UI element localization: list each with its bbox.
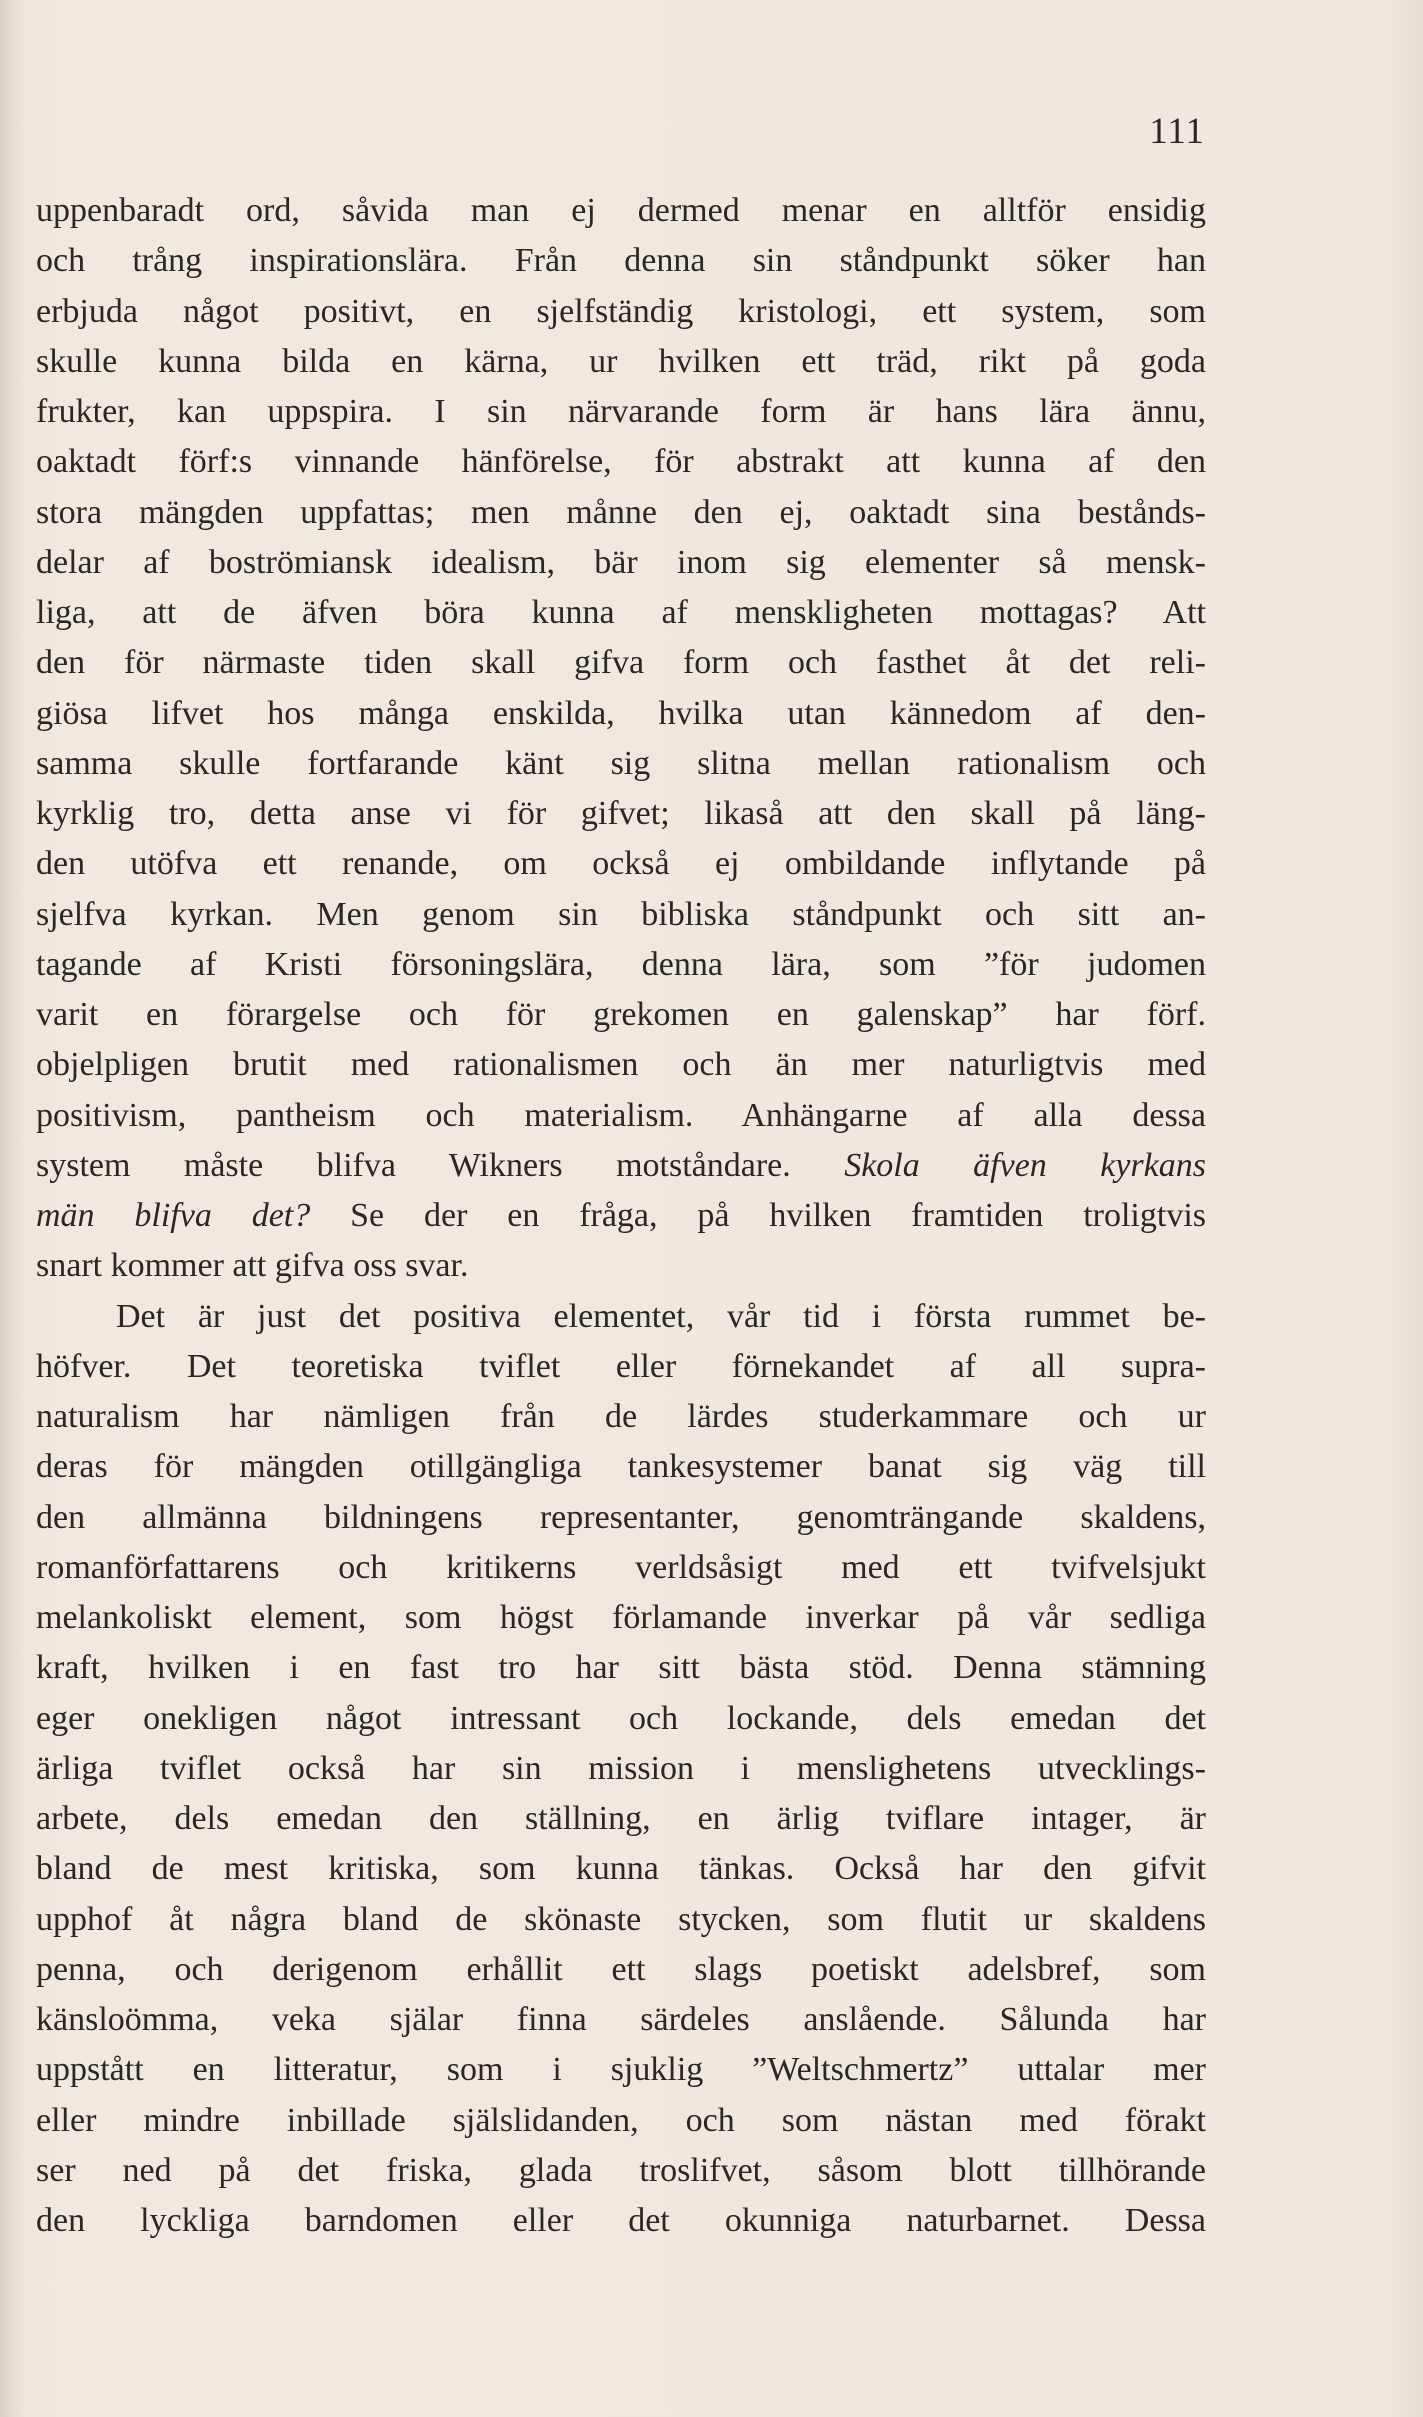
text-line [36,437,1206,487]
text-segment: frukter, kan uppspira. I sin närvarande form är hans lära ännu, [36,393,1206,430]
text-line [36,1694,1206,1744]
text-line [36,990,1206,1040]
text-line [36,2146,1206,2196]
text-segment: och trång inspirationslära. Från denna sin ståndpunkt söker han [36,242,1206,280]
text-line [36,1895,1206,1945]
text-segment: giösa lifvet hos många enskilda, hvilka utan kännedom af den- [36,694,1206,732]
text-segment: upphof åt några bland de skönaste stycken, som flutit ur skaldens [36,1900,1206,1938]
text-line [36,940,1206,990]
text-segment: Se der en fråga, på hvilken framtiden troligtvis [310,1197,1206,1234]
text-segment: system måste blifva Wikners motståndare. [36,1146,845,1184]
text-line [36,488,1206,538]
text-line [36,1593,1206,1643]
text-segment: skulle kunna bilda en kärna, ur hvilken ett träd, rikt på goda [36,342,1206,380]
text-segment: romanförfattarens och kritikerns verldsåsigt med ett tvifvelsjukt [36,1548,1206,1586]
text-segment: ärliga tviflet också har sin mission i menslighetens utvecklings- [36,1749,1206,1787]
text-segment: bland de mest kritiska, som kunna tänkas. Också har den gifvit [36,1850,1206,1888]
text-line [36,789,1206,839]
text-line [36,638,1206,688]
text-line [36,739,1206,789]
text-line [36,890,1206,940]
text-line [36,1241,1206,1291]
text-segment: oaktadt förf:s vinnande hänförelse, för abstrakt att kunna af den [36,443,1206,481]
text-line [36,1744,1206,1794]
text-segment: den lyckliga barndomen eller det okunniga naturbarnet. Dessa [36,2202,1206,2239]
text-segment: uppenbaradt ord, såvida man ej dermed menar en alltför ensidig [36,192,1206,229]
text-segment: melankoliskt element, som högst förlamande inverkar på vår sedliga [36,1599,1206,1636]
text-segment: liga, att de äfven böra kunna af menskligheten mottagas? Att [36,594,1206,631]
text-line [36,287,1206,337]
text-line [36,2045,1206,2095]
text-segment: samma skulle fortfarande känt sig slitna mellan rationalism och [36,744,1206,782]
text-line [36,236,1206,286]
text-line [36,1543,1206,1593]
text-line [36,387,1206,437]
text-line [36,1442,1206,1492]
text-segment: den för närmaste tiden skall gifva form och fasthet åt det reli- [36,644,1206,682]
text-segment: arbete, dels emedan den ställning, en ärlig tviflare intager, är [36,1800,1206,1837]
text-line [36,1493,1206,1543]
text-line [36,1191,1206,1241]
text-line [36,1091,1206,1141]
text-line [36,1945,1206,1995]
italic-segment: män blifva det? [36,1197,311,1234]
page-number: 111 [1149,111,1205,152]
text-segment: kyrklig tro, detta anse vi för gifvet; likaså att den skall på läng- [36,795,1206,832]
text-segment: ser ned på det friska, glada troslifvet, såsom blott tillhörande [36,2151,1206,2189]
text-segment: tagande af Kristi försoningslära, denna lära, som ”för judomen [36,945,1206,983]
text-line [36,2196,1206,2246]
text-segment: Det är just det positiva elementet, vår tid i första rummet be- [116,1297,1206,1335]
text-line [36,2096,1206,2146]
text-segment: eger onekligen något intressant och lockande, dels emedan det [36,1699,1206,1737]
text-segment: höfver. Det teoretiska tviflet eller förnekandet af all supra- [36,1347,1206,1385]
text-segment: naturalism har nämligen från de lärdes studerkammare och ur [36,1398,1206,1435]
text-segment: objelpligen brutit med rationalismen och än mer naturligtvis med [36,1046,1206,1084]
text-line [36,1794,1206,1844]
body-text [36,186,1206,2246]
text-line [36,839,1206,889]
text-segment: erbjuda något positivt, en sjelfständig kristologi, ett system, som [36,292,1206,330]
text-segment: deras för mängden otillgängliga tankesystemer banat sig väg till [36,1448,1206,1486]
text-segment: positivism, pantheism och materialism. Anhängarne af alla dessa [36,1096,1206,1134]
text-segment: varit en förargelse och för grekomen en galenskap” har förf. [36,996,1206,1033]
text-line [36,1040,1206,1090]
text-line [36,1392,1206,1442]
text-line [36,1995,1206,2045]
text-line [36,186,1206,236]
text-line [36,689,1206,739]
text-segment: eller mindre inbillade själslidanden, och som nästan med förakt [36,2101,1206,2139]
text-segment: delar af boströmiansk idealism, bär inom sig elementer så mensk- [36,543,1206,581]
text-segment: uppstått en litteratur, som i sjuklig ”Weltschmertz” uttalar mer [36,2051,1206,2089]
text-line [36,1643,1206,1693]
text-line [36,337,1206,387]
text-segment: den utöfva ett renande, om också ej ombildande inflytande på [36,845,1206,883]
text-line [36,588,1206,638]
text-segment: kraft, hvilken i en fast tro har sitt bästa stöd. Denna stämning [36,1649,1206,1687]
italic-segment: Skola äfven kyrkans [844,1146,1206,1184]
text-segment: känsloömma, veka själar finna särdeles anslående. Sålunda har [36,2001,1206,2038]
text-line [36,1292,1206,1342]
text-line [36,1342,1206,1392]
text-segment: den allmänna bildningens representanter, genomträngande skaldens, [36,1498,1206,1536]
text-segment: snart kommer att gifva oss svar. [36,1247,469,1285]
text-line [36,1844,1206,1894]
text-segment: sjelfva kyrkan. Men genom sin bibliska ståndpunkt och sitt an- [36,895,1206,933]
text-segment: penna, och derigenom erhållit ett slags poetiskt adelsbref, som [36,1950,1206,1988]
text-segment: stora mängden uppfattas; men månne den ej, oaktadt sina bestånds- [36,493,1206,531]
text-line [36,1141,1206,1191]
text-line [36,538,1206,588]
